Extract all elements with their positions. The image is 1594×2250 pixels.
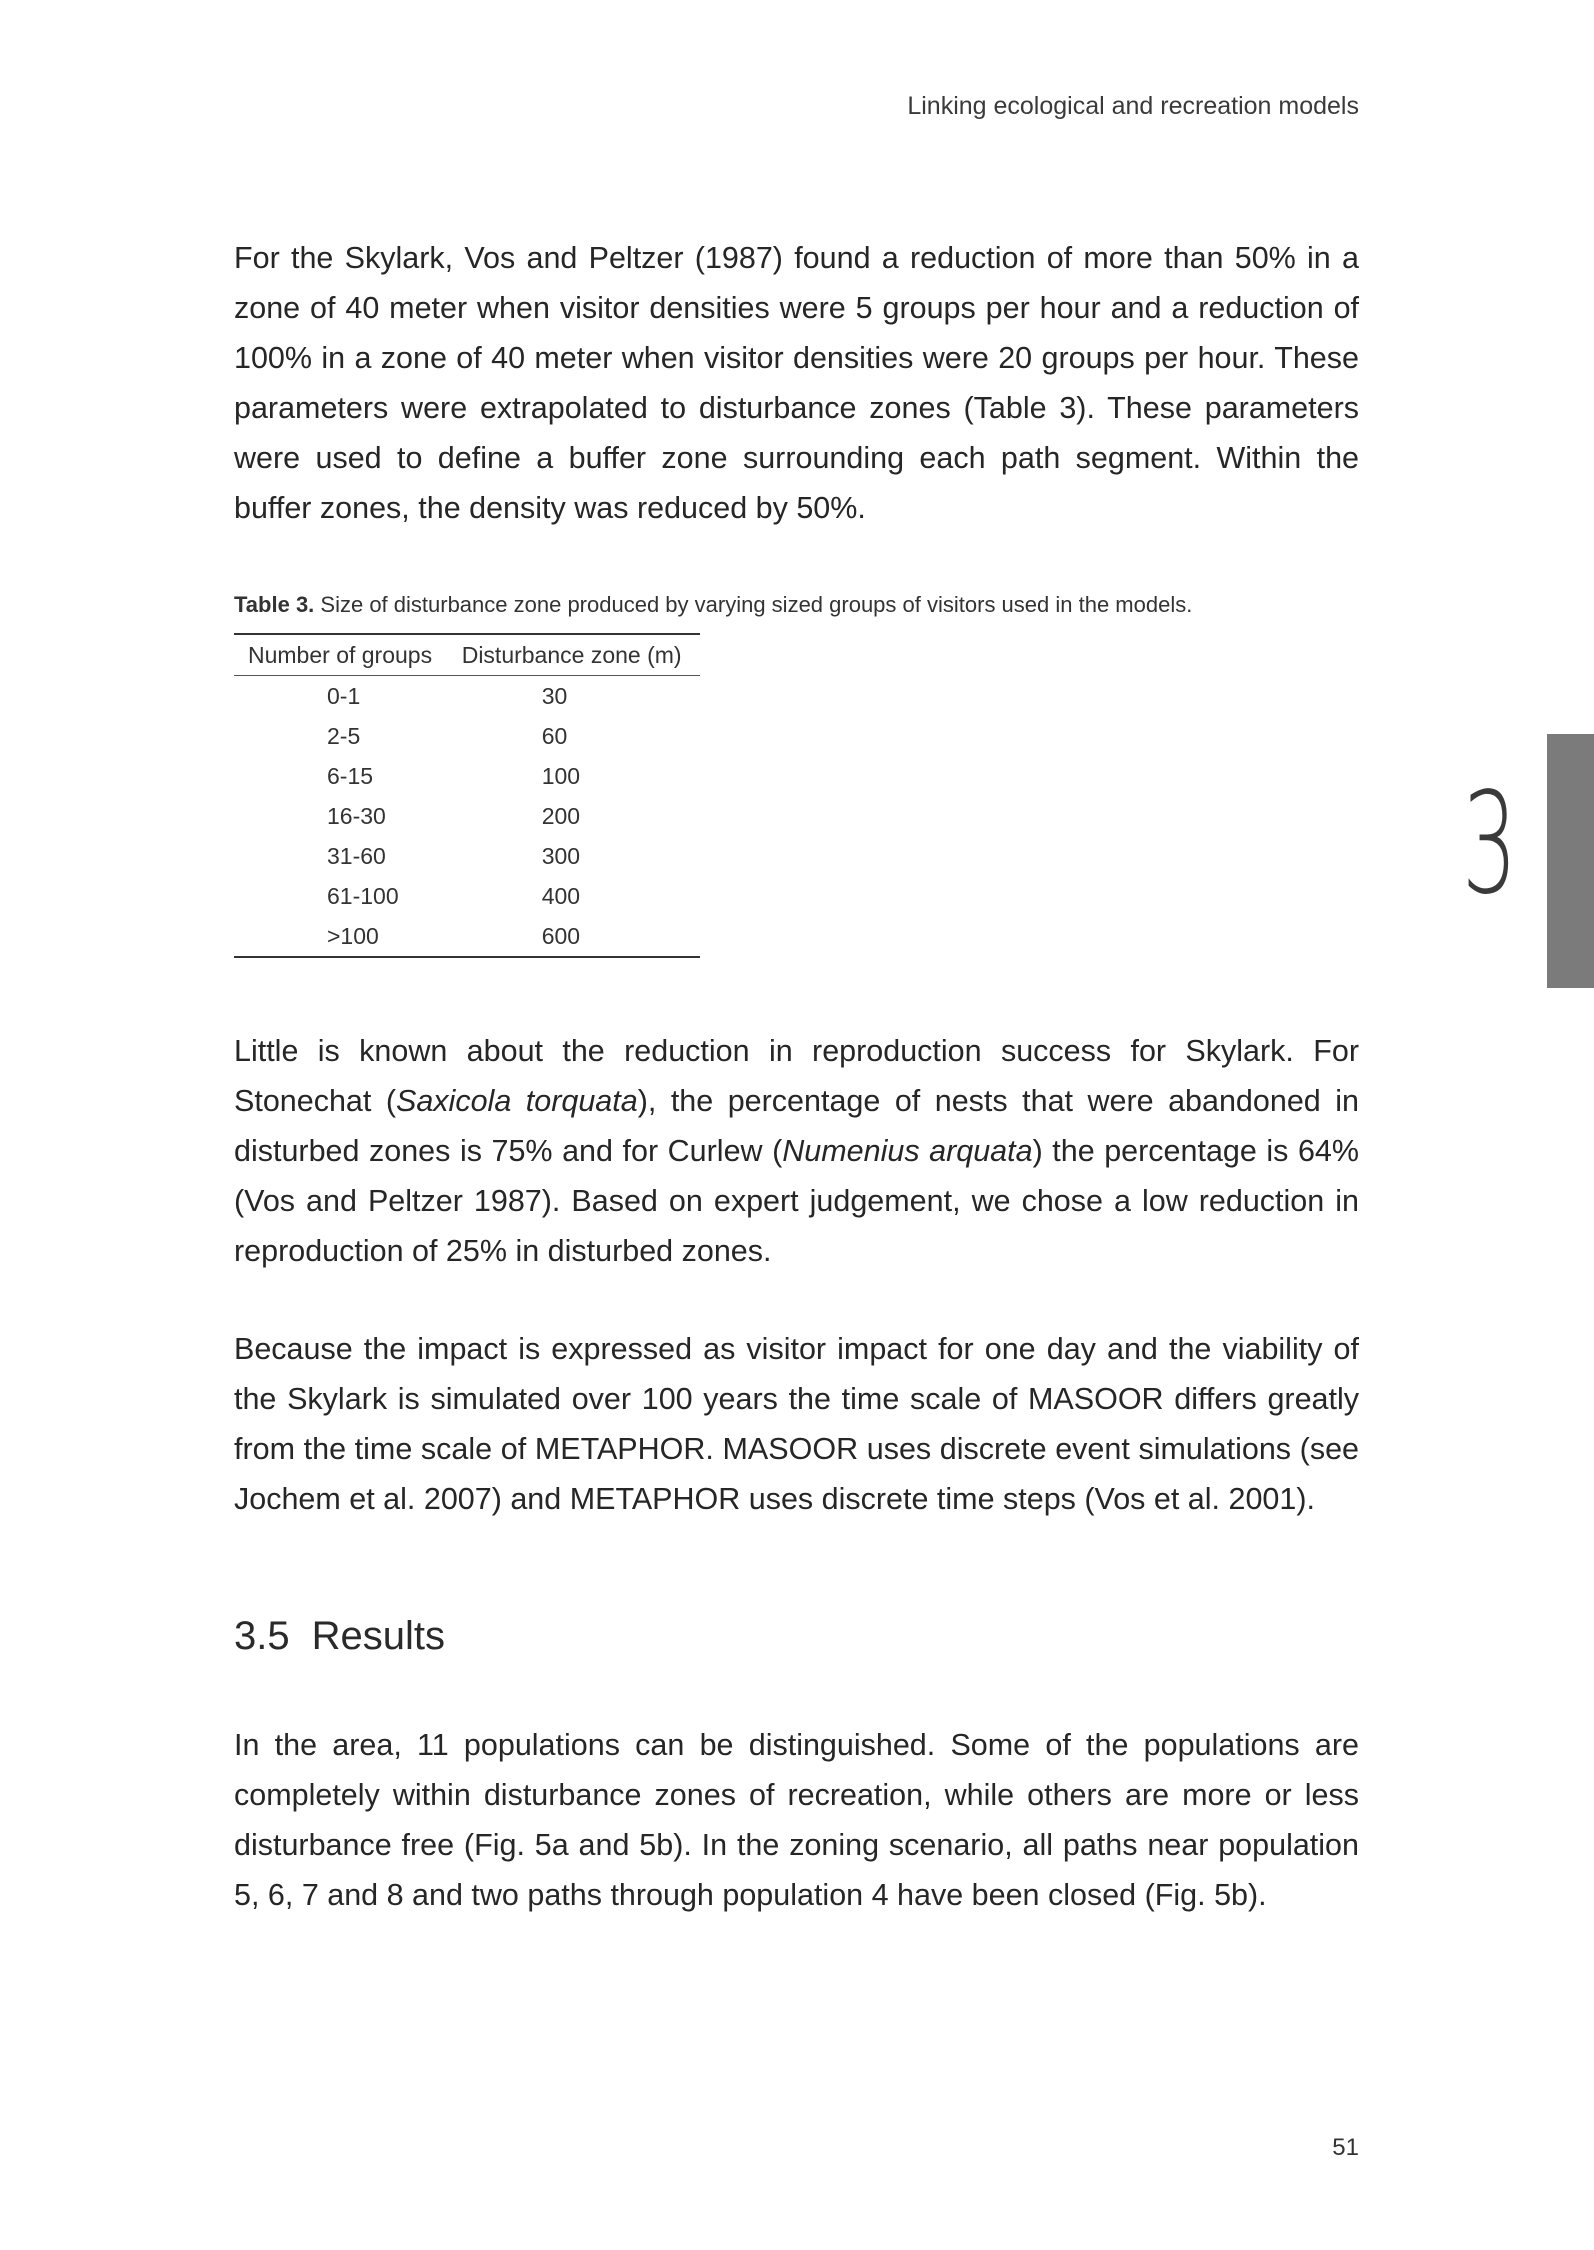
table-caption (234, 592, 1359, 618)
cell-groups: 61-100 (327, 882, 399, 909)
table-row (234, 716, 700, 756)
section-number: 3.5 (234, 1614, 290, 1658)
p2-text-a: Little is known about the reduction in reproduction success for Skylark. For Stonechat ( (234, 1034, 1359, 1118)
paragraph-results: In the area, 11 populations can be distinguished. Some of the populations are completely within disturbance zones of recreation, while others are more or less disturbance free (Fig. 5a and 5b). In the zoning scenario, all paths near population 5, 6, 7 and 8 and two paths through population 4 have been closed (Fig. 5b). (234, 1728, 1359, 1912)
cell-groups: 2-5 (327, 722, 361, 749)
table-row (234, 676, 700, 717)
table-caption-text: Size of disturbance zone produced by varying sized groups of visitors used in the models. (314, 592, 1193, 617)
paragraph-time-scale: Because the impact is expressed as visitor impact for one day and the viability of the Skylark is simulated over 100 years the time scale of MASOOR differs greatly from the time scale of METAPHOR. MASOOR uses discrete event simulations (see Jochem et al. 2007) and METAPHOR uses discrete time steps (Vos et al. 2001). (234, 1332, 1359, 1516)
paragraph-reproduction-success (234, 1026, 1359, 1276)
table-row (234, 836, 700, 876)
cell-groups: 0-1 (327, 682, 361, 709)
p2-text-e: ) the percentage is 64% (Vos and Peltzer 1987). Based on expert judgement, we chose a low reduction in reproduction of 25% in disturbed zones. (234, 1134, 1359, 1268)
column-header-groups: Number of groups (234, 634, 448, 676)
cell-zone: 200 (541, 802, 581, 829)
table-header-row (234, 634, 700, 676)
cell-zone: 600 (541, 922, 581, 949)
cell-zone: 400 (541, 882, 581, 909)
cell-groups: 31-60 (327, 842, 386, 869)
chapter-thumb-tab (1547, 734, 1594, 988)
cell-zone: 30 (541, 682, 568, 709)
table-label: Table 3. (234, 592, 315, 617)
cell-groups: >100 (327, 922, 379, 949)
section-heading (234, 1614, 445, 1659)
species-name-curlew: Numenius arquata (782, 1134, 1033, 1168)
running-header: Linking ecological and recreation models (907, 92, 1359, 120)
cell-zone: 60 (541, 722, 568, 749)
section-title: Results (311, 1614, 445, 1658)
cell-groups: 6-15 (327, 762, 374, 789)
table-row (234, 756, 700, 796)
table-row (234, 876, 700, 916)
cell-zone: 300 (541, 842, 581, 869)
chapter-number: 3 (1462, 763, 1518, 926)
column-header-zone: Disturbance zone (m) (448, 634, 700, 676)
species-name-stonechat: Saxicola torquata (396, 1084, 638, 1118)
p2-text-c: ), the percentage of nests that were abandoned in disturbed zones is 75% and for Curlew ( (234, 1084, 1359, 1168)
table-row (234, 796, 700, 836)
table-row (234, 916, 700, 957)
paragraph-skylark-disturbance: For the Skylark, Vos and Peltzer (1987) found a reduction of more than 50% in a zone of 40 meter when visitor densities were 5 groups per hour and a reduction of 100% in a zone of 40 meter when visitor densities were 20 groups per hour. These parameters were extrapolated to disturbance zones (Table 3). These parameters were used to define a buffer zone surrounding each path segment. Within the buffer zones, the density was reduced by 50%. (234, 241, 1359, 525)
page-number: 51 (1332, 2134, 1359, 2161)
cell-zone: 100 (541, 762, 581, 789)
cell-groups: 16-30 (327, 802, 386, 829)
disturbance-zone-table (234, 633, 700, 958)
